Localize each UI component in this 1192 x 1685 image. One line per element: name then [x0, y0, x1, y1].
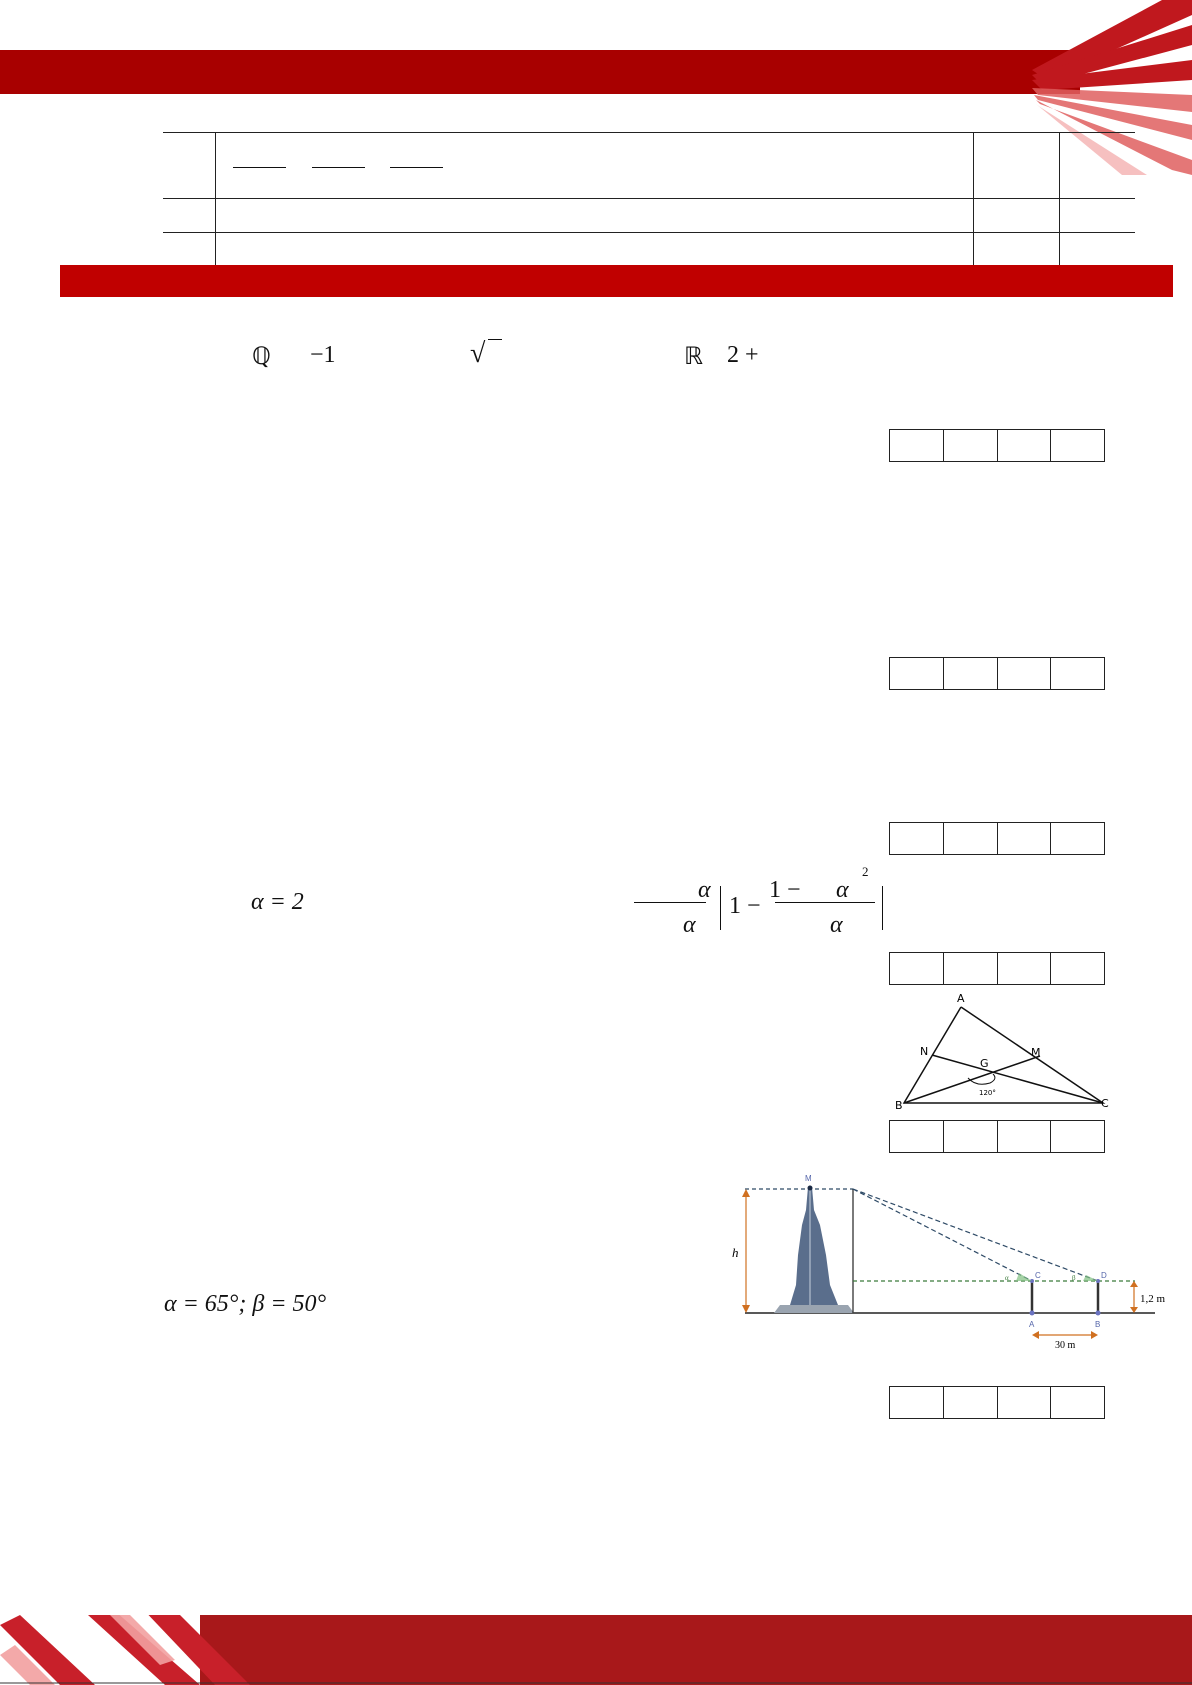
score-box	[889, 952, 1105, 985]
triangle-figure	[880, 985, 1120, 1115]
angles-formula: α = 65°; β = 50°	[164, 1291, 327, 1317]
eye-height-label: 1,2 m	[1140, 1293, 1166, 1305]
vertex-a: A	[957, 992, 965, 1005]
score-box	[889, 429, 1105, 462]
tower-icon	[774, 1187, 854, 1313]
distance-label: 30 m	[1055, 1340, 1076, 1351]
alpha-symbol: α	[683, 912, 696, 938]
alpha-equals-two: α = 2	[251, 889, 304, 915]
one-minus: 1 −	[729, 893, 761, 919]
abs-bar-right	[882, 886, 883, 930]
header-band	[0, 50, 1080, 94]
fraction-line	[233, 167, 286, 168]
abs-bar-left	[720, 886, 721, 930]
score-box	[889, 822, 1105, 855]
header-table	[163, 132, 1135, 267]
exponent-two: 2	[862, 864, 869, 879]
two-plus: 2 +	[727, 342, 759, 368]
one-minus-numerator: 1 −	[769, 877, 801, 903]
beta-label: β	[1072, 1274, 1076, 1282]
angle-label: 120°	[979, 1089, 996, 1097]
vertex-c: C	[1101, 1097, 1109, 1110]
section-band	[60, 265, 1173, 297]
fraction-line	[634, 902, 706, 903]
alpha-symbol: α	[698, 877, 711, 903]
tower-figure	[730, 1165, 1170, 1355]
score-box	[889, 1386, 1105, 1419]
point-c: C	[1035, 1271, 1041, 1280]
sqrt-symbol: √	[470, 338, 486, 369]
rationals-symbol: ℚ	[252, 344, 271, 370]
height-label: h	[732, 1245, 739, 1260]
point-m: M	[1031, 1046, 1041, 1059]
reals-symbol: ℝ	[684, 344, 704, 370]
sqrt-bar	[488, 339, 502, 340]
alpha-symbol: α	[830, 912, 843, 938]
footer-band	[0, 1615, 1192, 1685]
point-b: B	[1095, 1320, 1101, 1329]
point-d: D	[1101, 1271, 1107, 1280]
score-box	[889, 657, 1105, 690]
point-g: G	[980, 1057, 989, 1070]
vertex-b: B	[895, 1099, 903, 1112]
point-n: N	[920, 1045, 929, 1058]
alpha-label: α	[1005, 1274, 1009, 1282]
point-m: M	[805, 1174, 812, 1183]
fraction-line	[312, 167, 365, 168]
minus-one: −1	[310, 342, 336, 368]
score-box	[889, 1120, 1105, 1153]
fraction-line	[390, 167, 443, 168]
alpha-symbol: α	[836, 877, 849, 903]
point-a: A	[1029, 1320, 1035, 1329]
